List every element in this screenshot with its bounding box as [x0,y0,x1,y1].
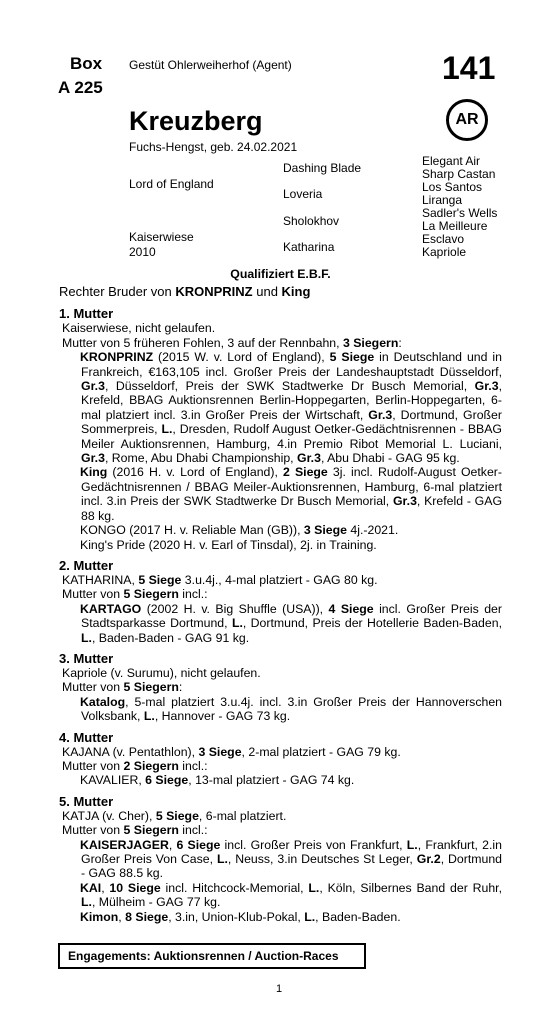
offspring-kaiserjager: KAISERJAGER, 6 Siege incl. Großer Preis von Frankfurt, L., Frankfurt, 2.in Großer Preis Von Case, L., Neuss, 3.in Deutsches St Leger, Gr.2, Dortmund - GAG 88.5 kg. [80,837,503,881]
lot-number: 141 [442,50,496,86]
mutter5-line1: KATJA (v. Cher), 5 Siege, 6-mal platziert. [62,808,287,823]
page-number: 1 [275,983,283,995]
pedigree-gen3-item: Sadler's Wells [422,206,498,220]
mutter1-line2: Mutter von 5 früheren Fohlen, 3 auf der Rennbahn, 3 Siegern: [62,335,402,350]
offspring-kartago: KARTAGO (2002 H. v. Big Shuffle (USA)), 4 Siege incl. Großer Preis der Stadtsparkasse Dortmund, L., Dortmund, Preis der Hotellerie Baden-Baden, L., Baden-Baden - GAG 91 kg. [80,601,502,645]
offspring-kai: KAI, 10 Siege incl. Hitchcock-Memorial, L., Köln, Silbernes Band der Ruhr, L., Mülheim - GAG 77 kg. [80,880,502,910]
mutter1-header: 1. Mutter [59,306,114,322]
pedigree-gen3-item: Sharp Castan [422,167,496,181]
offspring-kronprinz: KRONPRINZ (2015 W. v. Lord of England), 5 Siege in Deutschland und in Frankreich, €163,105 incl. Großer Preis der Landeshauptstadt Düsseldorf, Gr.3, Düsseldorf, Preis der SWK Stadtwerke Dr Busch Memorial, Gr.3, Krefeld, BBAG Auktionsrennen Berlin-Hoppegarten, Berlin-Hoppegarten, 6-mal platziert incl. 3.in Großer Preis der Wirtschaft, Gr.3, Dortmund, Großer Sommerpreis, L., Dresden, Rudolf August Oetker-Gedächtnisrennen - BBAG Meiler Auktionsrennen, Hamburg, 4.in Premio Ribot Memorial L. Luciani, Gr.3, Rome, Abu Dhabi Championship, Gr.3, Abu Dhabi - GAG 95 kg. [80,350,502,466]
pedigree-dam-sire: Sholokhov [283,214,340,228]
pedigree-sire-sire: Dashing Blade [283,161,362,175]
horse-description: Fuchs-Hengst, geb. 24.02.2021 [129,140,298,154]
pedigree-gen3-item: La Meilleure [422,219,488,233]
pedigree-dam-dam: Katharina [283,240,335,254]
pedigree-gen3-item: Los Santos [422,180,483,194]
mutter1-line1: Kaiserwiese, nicht gelaufen. [62,321,216,336]
mutter2-header: 2. Mutter [59,557,114,573]
offspring-king: King (2016 H. v. Lord of England), 2 Siege 3j. incl. Rudolf-August Oetker-Gedächtnisrennen / BBAG Meiler-Auktionsrennen, Hamburg, 6-mal platziert incl. 3.in Preis der SWK Stadtwerke Dr Busch Memorial, Gr.3, Krefeld - GAG 88 kg. [80,465,503,523]
pedigree-sire-dam: Loveria [283,187,323,201]
catalogue-content [59,267,502,924]
offspring-kings-pride: King's Pride (2020 H. v. Earl of Tinsdal), 2j. in Training. [80,537,377,552]
pedigree-sire: Lord of England [129,177,214,191]
box-number: A 225 [58,78,103,97]
ar-badge-icon [446,99,488,141]
pedigree-dam-year: 2010 [129,245,156,259]
agent-name: Gestüt Ohlerweiherhof (Agent) [129,58,292,72]
mutter3-line1: Kapriole (v. Surumu), nicht gelaufen. [62,665,261,680]
mutter5-line2: Mutter von 5 Siegern incl.: [62,823,208,838]
pedigree-dam: Kaiserwiese [129,230,194,244]
box-label: Box [70,54,103,73]
mutter2-line2: Mutter von 5 Siegern incl.: [62,587,208,602]
engagements-box: Engagements: Auktionsrennen / Auction-Races [58,943,366,969]
pedigree-gen3-item: Kapriole [422,245,467,259]
mutter3-line2: Mutter von 5 Siegern: [62,680,183,695]
pedigree-gen3-item: Elegant Air [422,154,481,168]
mutter4-line1: KAJANA (v. Pentathlon), 3 Siege, 2-mal platziert - GAG 79 kg. [62,744,401,759]
sibling-line: Rechter Bruder von KRONPRINZ und King [59,284,311,300]
mutter3-header: 3. Mutter [59,650,114,666]
ar-badge-label: AR [455,111,479,128]
mutter5-header: 5. Mutter [59,793,114,809]
mutter4-header: 4. Mutter [59,729,114,745]
offspring-katalog: Katalog, 5-mal platziert 3.u.4j. incl. 3.in Großer Preis der Hannoverschen Volksbank, L., Hannover - GAG 73 kg. [80,694,502,724]
offspring-kavalier: KAVALIER, 6 Siege, 13-mal platziert - GAG 74 kg. [80,773,355,788]
offspring-kongo: KONGO (2017 H. v. Reliable Man (GB)), 3 Siege 4j.-2021. [80,523,399,538]
mutter4-line2: Mutter von 2 Siegern incl.: [62,758,208,773]
qualification: Qualifiziert E.B.F. [230,267,331,281]
pedigree-gen3-list [422,155,497,259]
mutter2-line1: KATHARINA, 5 Siege 3.u.4j., 4-mal platziert - GAG 80 kg. [62,572,378,587]
pedigree-gen3-item: Esclavo [422,232,465,246]
pedigree-gen3-item: Liranga [422,193,463,207]
offspring-kimon: Kimon, 8 Siege, 3.in, Union-Klub-Pokal, L., Baden-Baden. [80,909,401,924]
horse-name: Kreuzberg [129,106,263,136]
